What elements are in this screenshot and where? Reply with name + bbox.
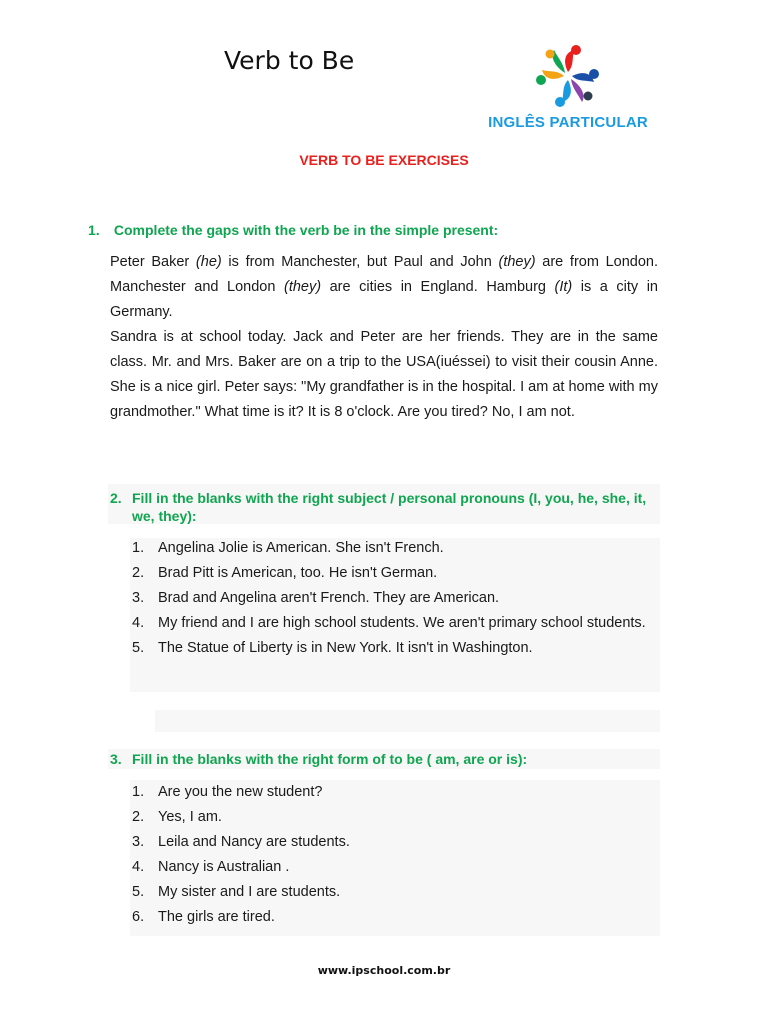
section-1-number: 1. [88, 222, 100, 238]
section-2-number: 2. [110, 490, 122, 506]
section-3-heading-text: Fill in the blanks with the right form of to be ( am, are or is): [132, 751, 528, 767]
list-item: 4. My friend and I are high school students. We aren't primary school students. [132, 615, 646, 631]
list-item: 3. Brad and Angelina aren't French. They are American. [132, 590, 500, 606]
section-1-text [110, 250, 658, 425]
brand-name: INGLÊS PARTICULAR [488, 114, 648, 131]
section-1-heading [88, 221, 668, 239]
section-3-list [132, 780, 658, 930]
section-1-paragraph-2: Sandra is at school today. Jack and Peter are her friends. They are in the same class. Mr. and Mrs. Baker are on a trip to the USA(iuéssei) to visit their cousin Anne. She is a nice girl. Peter says: "My grandfather is in the hospital. I am at home with my grandmother." What time is it? It is 8 o'clock. Are you tired? No, I am not. [110, 329, 658, 420]
list-item: 1. Angelina Jolie is American. She isn't French. [132, 540, 444, 556]
page-title: Verb to Be [224, 46, 355, 75]
list-item: 5. The Statue of Liberty is in New York. It isn't in Washington. [132, 640, 533, 656]
footer-url[interactable]: www.ipschool.com.br [317, 964, 451, 977]
list-item: 2. Yes, I am. [132, 809, 222, 825]
list-item: 1. Are you the new student? [132, 784, 323, 800]
blank-shade [155, 710, 660, 732]
section-2-heading [110, 489, 658, 525]
section-2-heading-text: Fill in the blanks with the right subject / personal pronouns (I, you, he, she, it, we, they): [132, 490, 647, 524]
list-item: 5. My sister and I are students. [132, 884, 341, 900]
section-2-list [132, 536, 658, 661]
section-3-number: 3. [110, 751, 122, 767]
list-item: 3. Leila and Nancy are students. [132, 834, 350, 850]
exercises-title: VERB TO BE EXERCISES [299, 152, 469, 168]
section-3-heading [110, 750, 658, 768]
section-1-heading-text: Complete the gaps with the verb be in the simple present: [113, 222, 499, 238]
brand-logo [528, 44, 608, 108]
list-item: 4. Nancy is Australian . [132, 859, 290, 875]
list-item: 2. Brad Pitt is American, too. He isn't German. [132, 565, 438, 581]
list-item: 6. The girls are tired. [132, 909, 275, 925]
section-1-paragraph-1: Peter Baker (he) is from Manchester, but Paul and John (they) are from London. Manchester and London (they) are cities in England. Hamburg (It) is a city in Germany. [110, 254, 659, 320]
